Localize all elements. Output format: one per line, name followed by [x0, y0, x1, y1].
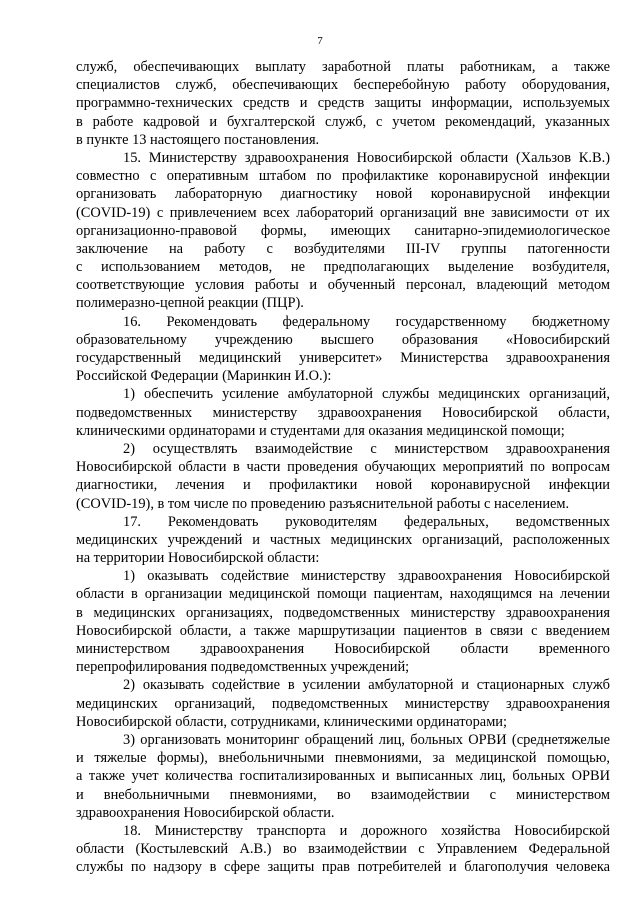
paragraph-p-18	[76, 822, 610, 877]
text-line: и тяжелые формы), внебольничными пневмониями, за медицинской помощью,	[76, 750, 610, 767]
text-line: области в организации медицинской помощи пациентам, находящимся на лечении	[76, 586, 610, 603]
text-line: 2) осуществлять взаимодействие с министерством здравоохранения	[123, 440, 610, 457]
text-line: организационно-правовой формы, имеющих санитарно-эпидемиологическое	[76, 222, 610, 239]
text-line: подведомственных министерству здравоохранения Новосибирской области,	[76, 404, 610, 421]
text-line: области (Костылевский А.В.) во взаимодействии с Управлением Федеральной	[76, 841, 610, 858]
text-line: служб, обеспечивающих выплату заработной платы работникам, а также	[76, 59, 610, 75]
text-line: организовать лабораторную диагностику новой коронавирусной инфекции	[76, 186, 610, 203]
text-line: 17. Рекомендовать руководителям федеральных, ведомственных	[123, 513, 610, 530]
text-line: 18. Министерству транспорта и дорожного хозяйства Новосибирской	[123, 822, 610, 839]
paragraph-p-17-3	[76, 731, 610, 822]
paragraph-p-16	[76, 313, 610, 386]
text-line: 1) оказывать содействие министерству здравоохранения Новосибирской	[123, 568, 610, 585]
text-line: в пункте 13 настоящего постановления.	[76, 131, 320, 148]
text-line: полимеразно-цепной реакции (ПЦР).	[76, 295, 304, 312]
text-line: в работе кадровой и бухгалтерской служб, с учетом рекомендаций, указанных	[76, 113, 610, 130]
text-line: 16. Рекомендовать федеральному государственному бюджетному	[123, 313, 610, 330]
text-line: Новосибирской области, сотрудниками, клиническими ординаторами;	[76, 713, 507, 730]
paragraph-p-17-1	[76, 567, 610, 676]
paragraph-p-17	[76, 513, 610, 568]
paragraph-p-16-2	[76, 440, 610, 513]
text-line: государственный медицинский университет» Министерства здравоохранения	[76, 350, 610, 366]
paragraph-p-continuation	[76, 58, 610, 149]
text-line: Новосибирской области, а также маршрутизации пациентов в связи с введением	[76, 622, 610, 639]
text-line: Новосибирской области в части проведения обучающих мероприятий по вопросам	[76, 459, 610, 476]
text-line: службы по надзору в сфере защиты прав потребителей и благополучия человека	[76, 859, 610, 876]
text-line: и внебольничными пневмониями, во взаимодействии с министерством	[76, 786, 610, 803]
text-line: 15. Министерству здравоохранения Новосибирской области (Хальзов К.В.)	[123, 149, 610, 166]
paragraph-p-16-1	[76, 385, 610, 440]
text-line: в медицинских организациях, подведомственных министерству здравоохранения	[76, 604, 610, 621]
text-line: 2) оказывать содействие в усилении амбулаторной и стационарных служб	[123, 677, 610, 694]
text-line: министерством здравоохранения Новосибирской области временного	[76, 641, 610, 657]
paragraph-p-15	[76, 149, 610, 313]
text-line: программно-технических средств и средств защиты информации, используемых	[76, 95, 610, 112]
text-line: здравоохранения Новосибирской области.	[76, 804, 335, 821]
text-line: диагностики, лечения и профилактики новой коронавирусной инфекции	[76, 477, 610, 494]
text-line: 3) организовать мониторинг обращений лиц, больных ОРВИ (среднетяжелые	[123, 731, 610, 748]
text-line: 1) обеспечить усиление амбулаторной службы медицинских организаций,	[123, 386, 610, 403]
text-line: Российской Федерации (Маринкин И.О.):	[76, 368, 332, 385]
text-line: а также учет количества госпитализированных и выписанных лиц, больных ОРВИ	[76, 768, 610, 785]
text-line: медицинских организаций, подведомственных министерству здравоохранения	[76, 695, 610, 712]
text-line: совместно с оперативным штабом по профилактике коронавирусной инфекции	[76, 168, 610, 185]
text-line: образовательному учреждению высшего образования «Новосибирский	[76, 331, 610, 348]
text-line: клиническими ординаторами и студентами для оказания медицинской помощи;	[76, 422, 565, 439]
text-line: соответствующие условия работы и обученный персонал, владеющий методом	[76, 277, 610, 294]
text-line: с использованием методов, не предполагающих выделение возбудителя,	[76, 259, 610, 276]
text-line: специалистов служб, обеспечивающих бесперебойную работу оборудования,	[76, 77, 610, 94]
page-number: 7	[317, 35, 323, 47]
text-line: заключение на работу с возбудителями III-IV группы патогенности	[76, 240, 610, 257]
text-line: на территории Новосибирской области:	[76, 550, 320, 567]
text-line: (COVID-19), в том числе по проведению разъяснительной работы с населением.	[76, 495, 570, 512]
text-line: перепрофилирования подведомственных учреждений;	[76, 659, 410, 676]
document-body-text	[76, 58, 610, 876]
text-line: медицинских учреждений и частных медицинских организаций, расположенных	[76, 531, 610, 548]
paragraph-p-17-2	[76, 676, 610, 731]
text-line: (COVID-19) с привлечением всех лабораторий организаций вне зависимости от их	[76, 204, 610, 221]
